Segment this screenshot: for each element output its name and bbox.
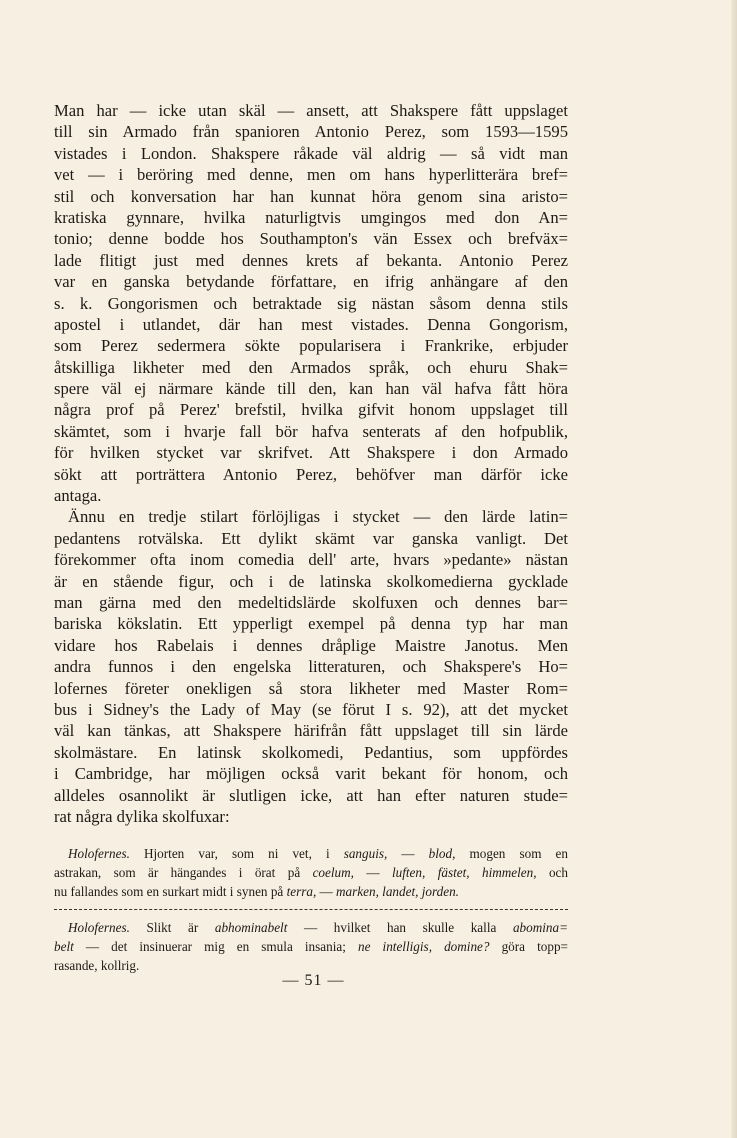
text-line: pedantens rotvälska. Ett dylikt skämt var ganska vanligt. Det bbox=[54, 528, 568, 548]
latin-term: terra, bbox=[286, 884, 317, 899]
translation: blod, bbox=[428, 846, 456, 861]
text-line: väl kan tänkas, att Shakspere härifrån fått uppslaget till sin lärde bbox=[54, 721, 568, 741]
quote-line bbox=[54, 918, 568, 937]
text-line: kratiska gynnare, hvilka naturligtvis umgingos med don An= bbox=[54, 207, 568, 227]
text-line: skolmästare. En latinsk skolkomedi, Pedantius, som uppfördes bbox=[54, 742, 568, 762]
quote-1 bbox=[54, 844, 568, 901]
paragraph-1 bbox=[54, 100, 568, 506]
page-number: — 51 — bbox=[282, 972, 345, 989]
quote-line bbox=[54, 844, 568, 863]
page-edge bbox=[731, 0, 737, 1138]
text-line: lofernes företer onekligen så stora likheter med Master Rom= bbox=[54, 678, 568, 698]
text-line: Ännu en tredje stilart förlöjligas i stycket — den lärde latin= bbox=[68, 507, 568, 527]
text-line: till sin Armado från spanioren Antonio Perez, som 1593—1595 bbox=[54, 122, 568, 142]
text-line: apostel i utlandet, där han mest vistades. Denna Gongorism, bbox=[54, 314, 568, 334]
text-line: lade flitigt just med dennes krets af bekanta. Antonio Perez bbox=[54, 250, 568, 270]
dashed-divider bbox=[54, 909, 568, 911]
quote-line bbox=[54, 937, 568, 956]
latin-term: abhominabelt bbox=[214, 920, 288, 935]
text-line: antaga. bbox=[54, 486, 102, 506]
text-line: vistades i London. Shakspere råkade väl aldrig — så vidt man bbox=[54, 143, 568, 163]
quote-section bbox=[54, 844, 568, 975]
text-line: i Cambridge, har möjligen också varit bekant för honom, och bbox=[54, 764, 568, 784]
latin-term: belt bbox=[54, 939, 74, 954]
quote-text: mogen som en bbox=[455, 846, 568, 861]
text-line: andra funnos i den engelska litteraturen, och Shakspere's Ho= bbox=[54, 657, 568, 677]
translation: marken, landet, jorden. bbox=[336, 884, 459, 899]
translation: luften, fästet, himmelen, bbox=[391, 865, 537, 880]
quote-text: — bbox=[353, 865, 392, 880]
speaker-name: Holofernes. bbox=[68, 920, 130, 935]
main-text bbox=[54, 100, 568, 827]
text-line: sökt att porträttera Antonio Perez, behöfver man därför icke bbox=[54, 464, 568, 484]
text-line: alldeles osannolikt är slutligen icke, att han efter naturen stude= bbox=[54, 785, 568, 805]
quote-line bbox=[54, 863, 568, 882]
latin-term: ne intelligis, domine? bbox=[358, 939, 490, 954]
text-line: stil och konversation har han kunnat höra genom sina aristo= bbox=[54, 186, 568, 206]
text-line: förekommer ofta inom comedia dell' arte, hvars »pedante» nästan bbox=[54, 550, 568, 570]
text-line: för hvilken stycket var skrifvet. Att Shakspere i don Armado bbox=[54, 443, 568, 463]
text-line: rat några dylika skolfuxar: bbox=[54, 806, 230, 826]
text-line: man gärna med den medeltidslärde skolfuxen och dennes bar= bbox=[54, 592, 568, 612]
text-line: vet — i beröring med denne, men om hans hyperlitterära bref= bbox=[54, 165, 568, 185]
quote-2 bbox=[54, 918, 568, 975]
quote-text: Hjorten var, som ni vet, i bbox=[129, 846, 344, 861]
latin-term: coelum, bbox=[312, 865, 354, 880]
text-line: som Perez sedermera sökte popularisera i Frankrike, erbjuder bbox=[54, 336, 568, 356]
quote-text: — det insinuerar mig en smula insania; bbox=[73, 939, 358, 954]
text-line: bus i Sidney's the Lady of May (se förut I s. 92), att det mycket bbox=[54, 699, 568, 719]
text-line: några prof på Perez' brefstil, hvilka gifvit honom uppslaget till bbox=[54, 400, 568, 420]
quote-text: rasande, kollrig. bbox=[54, 958, 140, 973]
text-line: spere väl ej närmare kände till den, kan han väl hafva fått höra bbox=[54, 379, 568, 399]
text-line: vidare hos Rabelais i dennes dråplige Maistre Janotus. Men bbox=[54, 635, 568, 655]
quote-text: — bbox=[387, 846, 429, 861]
paragraph-2 bbox=[54, 506, 568, 827]
quote-line bbox=[54, 882, 568, 901]
text-line: åtskilliga likheter med den Armados språk, och ehuru Shak= bbox=[54, 357, 568, 377]
quote-text: och bbox=[536, 865, 568, 880]
latin-term: sanguis, bbox=[343, 846, 388, 861]
latin-term: abomina= bbox=[512, 920, 568, 935]
text-line: var en ganska betydande författare, en ifrig anhängare af den bbox=[54, 272, 568, 292]
quote-text: göra topp= bbox=[489, 939, 568, 954]
quote-text: astrakan, som är hängandes i örat på bbox=[54, 865, 313, 880]
text-line: skämtet, som i hvarje fall bör hafva senterats af den hofpublik, bbox=[54, 421, 568, 441]
quote-text: Slikt är bbox=[129, 920, 215, 935]
speaker-name: Holofernes. bbox=[68, 846, 130, 861]
quote-text: — hvilket han skulle kalla bbox=[287, 920, 513, 935]
text-line: bariska kökslatin. Ett ypperligt exempel på denna typ har man bbox=[54, 614, 568, 634]
text-line: s. k. Gongorismen och betraktade sig nästan såsom denna stils bbox=[54, 293, 568, 313]
quote-text: nu fallandes som en surkart midt i synen på bbox=[54, 884, 287, 899]
text-line: tonio; denne bodde hos Southampton's vän Essex och brefväx= bbox=[54, 229, 568, 249]
text-line: är en stående figur, och i de latinska skolkomedierna gycklade bbox=[54, 571, 568, 591]
text-line: Man har — icke utan skäl — ansett, att Shakspere fått uppslaget bbox=[54, 101, 568, 120]
quote-text: — bbox=[316, 884, 337, 899]
